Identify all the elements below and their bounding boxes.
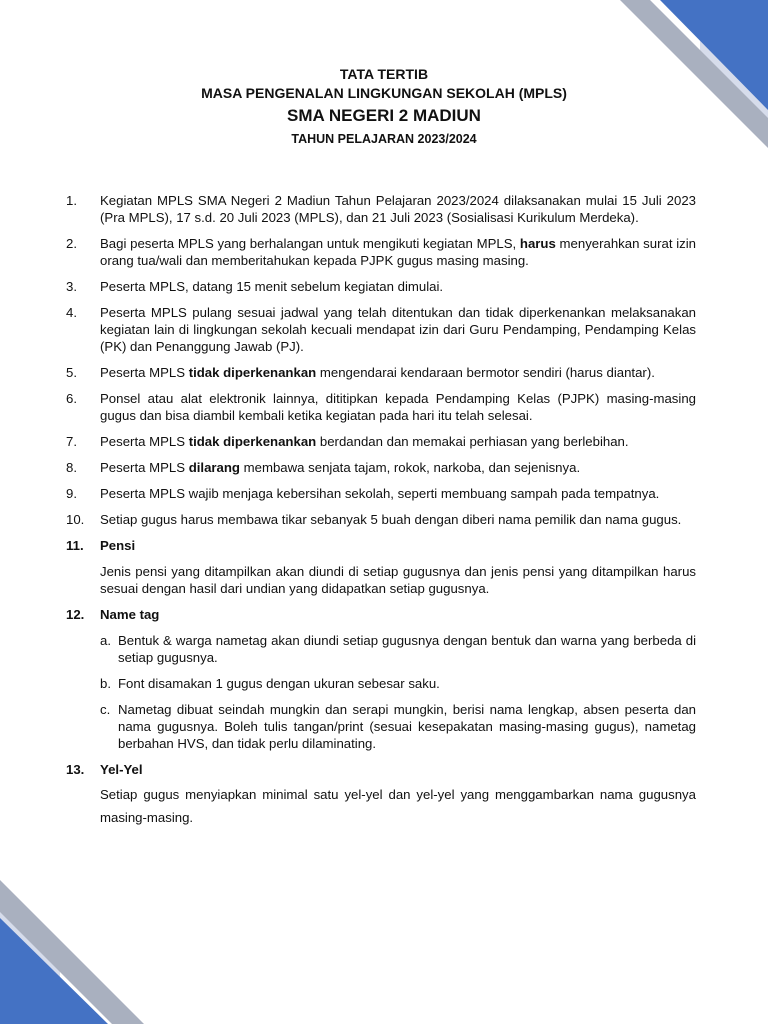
rule-text	[100, 278, 696, 295]
rule-text-part: mengendarai kendaraan bermotor sendiri (harus diantar).	[316, 365, 655, 380]
rule-number: 5.	[66, 365, 77, 380]
academic-year: TAHUN PELAJARAN 2023/2024	[291, 132, 477, 146]
sub-text: Font disamakan 1 gugus dengan ukuran sebesar saku.	[118, 676, 440, 691]
sub-letter: b.	[100, 676, 111, 691]
rule-text	[100, 304, 696, 355]
title-line-1: TATA TERTIB	[339, 66, 429, 82]
rule-number: 4.	[66, 305, 77, 320]
rule-item-6	[66, 390, 696, 424]
sub-letter: c.	[100, 702, 111, 717]
sub-letter: a.	[100, 633, 111, 648]
rule-text-part: Peserta MPLS	[100, 434, 189, 449]
rule-text	[100, 485, 696, 502]
rule-item-9	[66, 485, 696, 502]
bottom-left-gray-stripe	[0, 880, 144, 1024]
rule-text-part: Peserta MPLS wajib menjaga kebersihan sekolah, seperti membuang sampah pada tempatnya.	[100, 486, 660, 501]
rule-emphasis: tidak diperkenankan	[188, 434, 317, 449]
title-line-2: MASA PENGENALAN LINGKUNGAN SEKOLAH (MPLS)	[201, 85, 567, 101]
rule-item-8	[66, 459, 696, 476]
sub-text: Nametag dibuat seindah mungkin dan serapi mungkin, berisi nama lengkap, absen peserta dan nama gugusnya. Boleh tulis tangan/print (sesuai kesepakatan masing-masing gugus), nametag berbahan HVS, dan tidak perlu dilaminating.	[118, 702, 696, 751]
rule-item-10	[66, 511, 696, 528]
sub-item-a	[100, 632, 696, 666]
rule-text-part: Setiap gugus harus membawa tikar sebanyak 5 buah dengan diberi nama pemilik dan nama gugus.	[100, 512, 682, 527]
rule-text-part: Peserta MPLS	[100, 365, 189, 380]
rule-number: 10.	[66, 512, 85, 527]
rule-emphasis: dilarang	[188, 460, 240, 475]
rule-title-pensi: Pensi	[100, 538, 136, 553]
rule-number: 13.	[66, 762, 85, 777]
rule-text	[100, 459, 696, 476]
rule-item-1	[66, 192, 696, 226]
rule-text-part: membawa senjata tajam, rokok, narkoba, dan sejenisnya.	[239, 460, 581, 475]
rule-text-part: Kegiatan MPLS SMA Negeri 2 Madiun Tahun Pelajaran 2023/2024 dilaksanakan mulai 15 Juli 2023 (Pra MPLS), 17 s.d. 20 Juli 2023 (MPLS), dan 21 Juli 2023 (Sosialisasi Kurikulum Merdeka).	[100, 193, 696, 225]
rule-item-13	[66, 761, 696, 829]
rule-text-pensi: Jenis pensi yang ditampilkan akan diundi di setiap gugusnya dan jenis pensi yang ditampilkan harus sesuai dengan hasil dari undian yang didapatkan setiap gugusnya.	[100, 564, 696, 596]
rule-text-part: Peserta MPLS, datang 15 menit sebelum kegiatan dimulai.	[100, 279, 444, 294]
rule-text-part: menyerahkan surat izin orang tua/wali dan memberitahukan kepada PJPK gugus masing masing.	[100, 236, 696, 268]
rule-text	[100, 192, 696, 226]
rule-number: 9.	[66, 486, 77, 501]
rule-number: 7.	[66, 434, 77, 449]
rule-text-part: Peserta MPLS pulang sesuai jadwal yang telah ditentukan dan tidak diperkenankan melaksanakan kegiatan lain di lingkungan sekolah kecuali mendapat izin dari Guru Pendamping, Pendamping Kelas (PK) dan Penanggung Jawab (PJ).	[100, 305, 696, 354]
rule-title-name-tag: Name tag	[100, 607, 160, 622]
rule-number: 6.	[66, 391, 77, 406]
rule-number: 3.	[66, 279, 77, 294]
sub-text: Bentuk & warga nametag akan diundi setiap gugusnya dengan bentuk dan warna yang berbeda di setiap gugusnya.	[118, 633, 696, 665]
rule-text-part: berdandan dan memakai perhiasan yang berlebihan.	[316, 434, 629, 449]
rules-list	[66, 192, 696, 838]
sub-item-b	[100, 675, 696, 692]
sub-item-c	[100, 701, 696, 752]
rule-text-part: Ponsel atau alat elektronik lainnya, dititipkan kepada Pendamping Kelas (PJPK) masing-masing gugus dan bisa diambil kembali ketika kegiatan pada hari itu telah selesai.	[100, 391, 696, 423]
rule-item-12	[66, 606, 696, 752]
document-header	[0, 66, 768, 147]
rule-item-2	[66, 235, 696, 269]
rule-number: 1.	[66, 193, 77, 208]
rule-item-4	[66, 304, 696, 355]
rule-number: 11.	[66, 538, 84, 553]
school-name: SMA NEGERI 2 MADIUN	[287, 106, 481, 125]
rule-text	[100, 390, 696, 424]
rule-text-part: Bagi peserta MPLS yang berhalangan untuk mengikuti kegiatan MPLS,	[100, 236, 520, 251]
bottom-left-blue-stripe	[0, 918, 108, 1024]
rule-item-5	[66, 364, 696, 381]
rule-number: 12.	[66, 607, 85, 622]
rule-text	[100, 433, 696, 450]
rule-item-7	[66, 433, 696, 450]
rule-number: 8.	[66, 460, 77, 475]
rule-text-yel-yel: Setiap gugus menyiapkan minimal satu yel-yel dan yel-yel yang menggambarkan nama gugusnya masing-masing.	[100, 787, 696, 825]
bottom-left-light-stripe	[0, 900, 60, 1024]
rule-title-yel-yel: Yel-Yel	[100, 762, 143, 777]
rule-emphasis: harus	[519, 236, 556, 251]
rule-item-11	[66, 537, 696, 597]
rule-number: 2.	[66, 236, 77, 251]
rule-item-3	[66, 278, 696, 295]
rule-text	[100, 235, 696, 269]
rule-text-part: Peserta MPLS	[100, 460, 189, 475]
rule-emphasis: tidak diperkenankan	[188, 365, 317, 380]
rule-text	[100, 364, 696, 381]
rule-text	[100, 511, 696, 528]
